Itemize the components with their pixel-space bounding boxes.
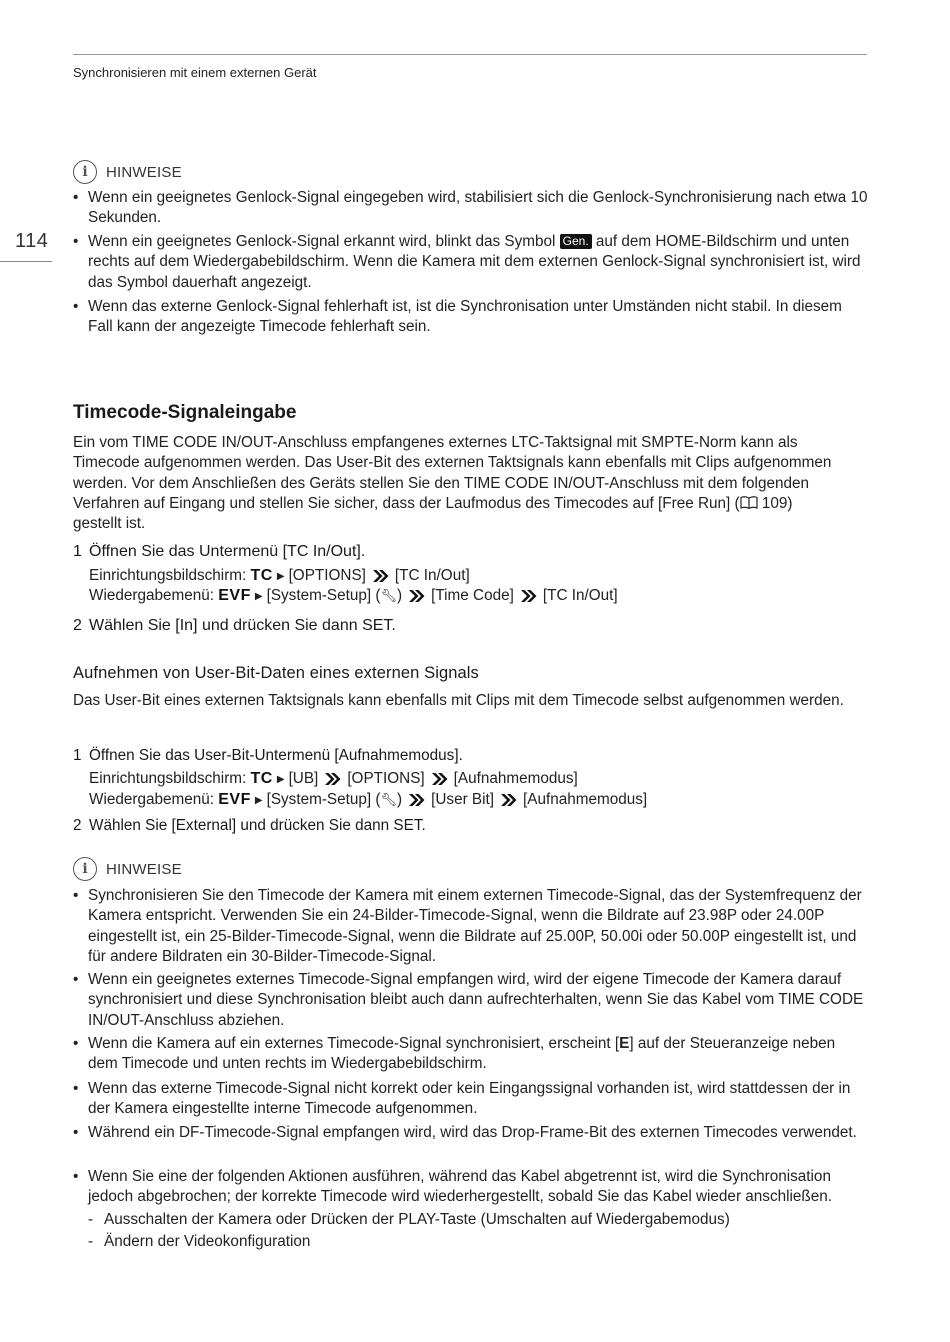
double-chevron-icon	[408, 793, 425, 807]
book-reference-icon	[740, 496, 758, 509]
path-item: )	[397, 587, 403, 604]
note-item	[73, 970, 868, 1031]
section-intro	[73, 433, 868, 534]
bullet: •	[73, 1168, 79, 1185]
step-number: 2	[73, 617, 82, 634]
double-chevron-icon	[431, 772, 448, 786]
evf-menu-icon: EVF	[218, 791, 251, 808]
menu-path-playback	[89, 587, 618, 605]
note-text-part: ] auf der Steueranzeige neben dem Timecode und unten rechts im Wiedergabebildschirm.	[88, 1035, 836, 1073]
sub-item	[88, 1210, 868, 1230]
note-item	[73, 1123, 868, 1143]
subsection-title: Aufnehmen von User-Bit-Daten eines externen Signals	[73, 664, 479, 682]
note-text: Wenn Sie eine der folgenden Aktionen ausführen, während das Kabel abgetrennt ist, wird die Synchronisation jedoch abgebrochen; der korrekte Timecode wird wiederhergestellt, sobald Sie das Kabel wieder anschließen.	[88, 1168, 833, 1206]
path-label: Einrichtungsbildschirm:	[89, 567, 251, 584]
note-text: Wenn ein geeignetes externes Timecode-Signal empfangen wird, wird der eigene Timecode der Kamera darauf synchronisiert und diese Synchronisation bleibt auch dann aufrechterhalten, wenn Sie das Kabel vom TIME CODE IN/OUT-Anschluss abziehen.	[88, 971, 864, 1029]
section-title: Timecode-Signaleingabe	[73, 402, 297, 423]
bullet: •	[73, 233, 79, 250]
step-number: 2	[73, 817, 82, 834]
note-text: Wenn ein geeignetes Genlock-Signal eingegeben wird, stabilisiert sich die Genlock-Synchronisierung nach etwa 10 Sekunden.	[88, 189, 868, 227]
step-text: Wählen Sie [External] und drücken Sie dann SET.	[89, 817, 426, 834]
note-text: Wenn das externe Genlock-Signal fehlerhaft ist, ist die Synchronisation unter Umständen nicht stabil. In diesem Fall kann der angezeigte Timecode fehlerhaft sein.	[88, 298, 842, 336]
double-chevron-icon	[520, 589, 537, 603]
bullet: •	[73, 971, 79, 988]
bullet: •	[73, 1124, 79, 1141]
step-number: 1	[73, 747, 82, 764]
path-item: [System-Setup] (	[266, 587, 381, 604]
path-item: )	[397, 791, 403, 808]
menu-path-setup	[89, 770, 578, 788]
note-item	[73, 1167, 868, 1208]
note-text: Wenn das externe Timecode-Signal nicht korrekt oder kein Eingangssignal vorhanden ist, wird stattdessen der in der Kamera eingestellte interne Timecode aufgenommen.	[88, 1080, 851, 1118]
triangle-arrow-icon: ▶	[254, 590, 263, 602]
dash: -	[88, 1211, 94, 1228]
genlock-badge-icon: Gen.	[560, 234, 592, 249]
menu-path-setup	[89, 567, 470, 585]
step-text: Wählen Sie [In] und drücken Sie dann SET.	[89, 617, 396, 634]
note-text-part: auf dem HOME-Bildschirm und unten rechts auf dem Wiedergabebildschirm. Wenn die Kamera mit dem externen Genlock-Signal synchronisiert ist, wird das Symbol dauerhaft angezeigt.	[88, 233, 861, 291]
step-2	[73, 817, 426, 835]
notes-label: HINWEISE	[106, 860, 182, 878]
path-label: Wiedergabemenü:	[89, 587, 219, 604]
step-text: Öffnen Sie das User-Bit-Untermenü [Aufnahmemodus].	[89, 747, 463, 764]
bullet: •	[73, 887, 79, 904]
info-icon: i	[73, 857, 97, 881]
external-sync-icon: E	[619, 1035, 630, 1052]
info-icon: i	[73, 160, 97, 184]
tc-screen-icon: TC	[250, 567, 273, 584]
sub-item-text: Ausschalten der Kamera oder Drücken der PLAY-Taste (Umschalten auf Wiedergabemodus)	[104, 1211, 730, 1228]
wrench-icon: 🔧︎	[380, 588, 398, 603]
notes-heading	[73, 856, 182, 882]
note-item	[73, 886, 868, 967]
double-chevron-icon	[324, 772, 341, 786]
triangle-arrow-icon: ▶	[276, 773, 285, 785]
note-text-part: Wenn die Kamera auf ein externes Timecode-Signal synchronisiert, erscheint [	[88, 1035, 620, 1052]
double-chevron-icon	[408, 589, 425, 603]
path-item: [OPTIONS]	[347, 770, 425, 787]
path-item: [Aufnahmemodus]	[523, 791, 648, 808]
triangle-arrow-icon: ▶	[276, 570, 285, 582]
notes-label: HINWEISE	[106, 163, 182, 181]
note-text: Während ein DF-Timecode-Signal empfangen wird, wird das Drop-Frame-Bit des externen Timecodes verwendet.	[88, 1124, 857, 1141]
note-text	[88, 232, 868, 293]
path-label: Wiedergabemenü:	[89, 791, 219, 808]
path-item: [TC In/Out]	[542, 587, 618, 604]
path-item: [System-Setup] (	[266, 791, 381, 808]
note-item	[73, 1079, 868, 1120]
note-item	[73, 188, 868, 229]
bullet: •	[73, 298, 79, 315]
path-item: [OPTIONS]	[288, 567, 366, 584]
double-chevron-icon	[372, 569, 389, 583]
double-chevron-icon	[500, 793, 517, 807]
note-text-part: Wenn ein geeignetes Genlock-Signal erkannt wird, blinkt das Symbol	[88, 233, 560, 250]
step-text: Öffnen Sie das Untermenü [TC In/Out].	[89, 543, 366, 560]
running-head: Synchronisieren mit einem externen Gerät	[73, 65, 317, 80]
menu-path-playback	[89, 791, 647, 809]
bullet: •	[73, 1035, 79, 1052]
note-item	[73, 297, 868, 338]
dash: -	[88, 1233, 94, 1250]
intro-text: Ein vom TIME CODE IN/OUT-Anschluss empfangenes externes LTC-Taktsignal mit SMPTE-Norm kann als Timecode aufgenommen werden. Das User-Bit des externen Taktsignals kann ebenfalls mit Clips aufgenommen werden. Vor dem Anschließen des Geräts stellen Sie den TIME CODE IN/OUT-Anschluss mit dem folgenden Verfahren auf Eingang und stellen Sie sicher, dass der Laufmodus des Timecodes auf [Free Run] (	[73, 434, 832, 512]
step-1	[73, 543, 365, 561]
intro-text: gestellt ist.	[73, 515, 146, 533]
bullet: •	[73, 1080, 79, 1097]
header-rule	[73, 54, 867, 55]
note-item	[73, 1034, 868, 1075]
step-1	[73, 747, 463, 765]
intro-page-ref: 109)	[757, 494, 793, 512]
path-item: [Aufnahmemodus]	[453, 770, 578, 787]
step-2	[73, 617, 396, 635]
wrench-icon: 🔧︎	[380, 792, 398, 807]
notes-heading	[73, 159, 182, 185]
page-number: 114	[15, 230, 49, 252]
path-item: [User Bit]	[431, 791, 495, 808]
path-item: [Time Code]	[431, 587, 514, 604]
step-number: 1	[73, 543, 82, 560]
path-item: [UB]	[288, 770, 319, 787]
subsection-intro: Das User-Bit eines externen Taktsignals kann ebenfalls mit Clips mit dem Timecode selbst aufgenommen werden.	[73, 692, 844, 709]
bullet: •	[73, 189, 79, 206]
path-label: Einrichtungsbildschirm:	[89, 770, 251, 787]
evf-menu-icon: EVF	[218, 587, 251, 604]
note-item	[73, 232, 868, 293]
sub-item-text: Ändern der Videokonfiguration	[104, 1233, 311, 1250]
triangle-arrow-icon: ▶	[254, 794, 263, 806]
note-text: Synchronisieren Sie den Timecode der Kamera mit einem externen Timecode-Signal, das der Systemfrequenz der Kamera entspricht. Verwenden Sie ein 24-Bilder-Timecode-Signal, wenn die Bildrate auf 23.98P oder 24.00P eingestellt ist, ein 25-Bilder-Timecode-Signal, wenn die Bildrate auf 25.00P, 50.00i oder 50.00P eingestellt ist, und für andere Bildraten ein 30-Bilder-Timecode-Signal.	[88, 887, 862, 965]
page-number-rule	[0, 261, 52, 262]
sub-item	[88, 1232, 868, 1252]
tc-screen-icon: TC	[250, 770, 273, 787]
path-item: [TC In/Out]	[394, 567, 470, 584]
note-text	[88, 1034, 868, 1075]
